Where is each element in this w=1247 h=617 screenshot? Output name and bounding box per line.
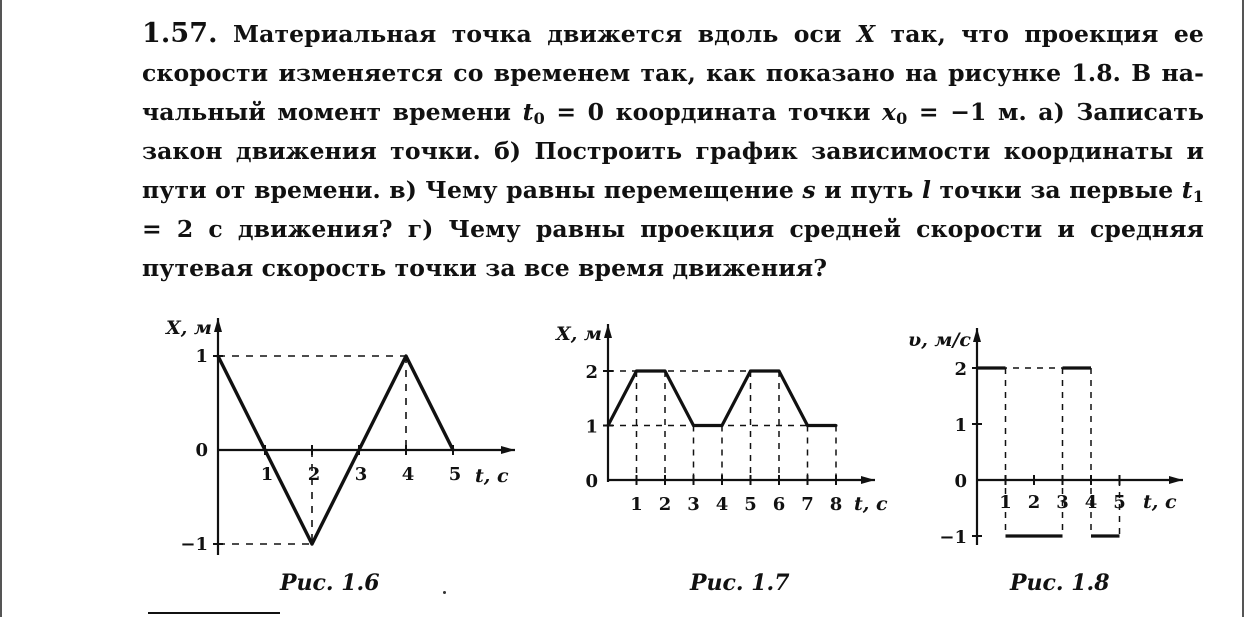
fig17-data-point	[721, 424, 724, 427]
fig17-data-point	[692, 424, 695, 427]
page-frame-right	[1242, 0, 1244, 617]
fig18-y-tick-label: 2	[954, 359, 967, 380]
problem-line1-post: так, что проекция ее	[875, 20, 1204, 48]
problem-line7: путевая скорость точки за все время движения?	[142, 254, 828, 282]
fig17-x-axis-arrow	[861, 476, 875, 484]
fig18-y-tick-label: 1	[954, 415, 967, 436]
fig17-y-tick-label: 0	[585, 471, 598, 492]
fig17-series-line	[608, 371, 836, 426]
axis-symbol-x: X	[856, 20, 876, 48]
figure-1-8	[885, 320, 1195, 550]
problem-number: 1.57.	[142, 18, 218, 49]
fig17-y-tick-label: 1	[585, 416, 598, 438]
fig18-y-axis-arrow	[973, 328, 981, 342]
fig17-data-point	[778, 370, 781, 373]
fig18-y-tick-label: −1	[939, 527, 967, 548]
problem-line3-pre: чальный момент времени	[142, 98, 523, 126]
fig16-data-point	[311, 543, 314, 546]
fig17-x-tick-label: 6	[772, 494, 786, 515]
fig18-x-tick-label: 1	[999, 492, 1012, 513]
fig17-x-tick-label: 2	[658, 494, 672, 515]
fig18-x-axis-arrow	[1169, 476, 1183, 484]
caption-fig-1-6: Рис. 1.6	[280, 570, 380, 596]
caption-fig-1-8: Рис. 1.8	[1010, 570, 1110, 596]
problem-line2: скорости изменяется со временем так, как показано на рисунке 1.8. В на-	[142, 59, 1204, 87]
fig18-y-tick-label: 0	[954, 471, 967, 492]
fig17-x-tick-label: 1	[630, 494, 643, 515]
fig16-x-tick-label: 5	[448, 464, 462, 485]
fig16-x-tick-label: 1	[260, 464, 274, 485]
fig17-data-point	[607, 424, 610, 427]
fig18-x-tick-label: 3	[1056, 492, 1069, 513]
fig18-ylabel: υ, м/с	[908, 329, 971, 351]
problem-line6-post: = 2 с движения? г) Чему равны проекция средней скорости и средняя	[142, 215, 1204, 243]
fig17-x-tick-label: 4	[715, 494, 729, 515]
fig17-x-tick-label: 7	[801, 494, 814, 515]
problem-line5-mid: и путь	[815, 176, 922, 204]
symbol-x0: x	[882, 98, 897, 126]
symbol-t0: t	[522, 98, 534, 126]
fig18-xlabel: t, с	[1143, 491, 1177, 513]
fig16-x-tick-label: 4	[401, 464, 415, 485]
fig18-x-tick-label: 4	[1084, 492, 1098, 513]
fig16-data-point	[452, 449, 455, 452]
problem-text	[142, 14, 1204, 288]
fig16-y-tick-label: 1	[195, 346, 208, 367]
problem-line5-post: точки за первые	[930, 176, 1174, 204]
fig17-data-point	[806, 424, 809, 427]
problem-line1-pre: Материальная точка движется вдоль оси	[233, 20, 857, 48]
problem-x0-value: = −1 м. а) Записать	[907, 98, 1204, 126]
fig17-y-tick-label: 2	[585, 362, 598, 383]
fig17-data-point	[664, 370, 667, 373]
fig18-x-tick-label: 5	[1113, 492, 1126, 513]
symbol-l: l	[921, 176, 931, 204]
fig16-ylabel: X, м	[165, 317, 212, 339]
fig17-y-axis-arrow	[604, 324, 612, 338]
fig16-y-tick-label: 0	[195, 440, 208, 461]
fig16-x-tick-label: 3	[354, 464, 368, 485]
caption-fig-1-7: Рис. 1.7	[690, 570, 790, 596]
symbol-s: s	[802, 176, 816, 204]
subscript-t1: 1	[1192, 187, 1204, 206]
symbol-t1: t	[1181, 176, 1193, 204]
figure-1-6	[140, 310, 530, 565]
fig16-data-point	[217, 355, 220, 358]
fig17-data-point	[635, 370, 638, 373]
fig17-x-tick-label: 8	[829, 494, 843, 515]
fig16-x-tick-label: 2	[307, 464, 321, 485]
fig16-x-axis-arrow	[501, 446, 515, 454]
fig17-ylabel: X, м	[555, 323, 602, 345]
subscript-x0: 0	[896, 109, 908, 128]
fig16-y-tick-label: −1	[180, 534, 208, 555]
fig16-y-axis-arrow	[214, 318, 222, 332]
footnote-rule	[148, 612, 280, 614]
figure-1-7-svg	[530, 316, 900, 521]
fig17-data-point	[835, 424, 838, 427]
fig17-xlabel: t, с	[854, 493, 888, 515]
subscript-t0: 0	[533, 109, 545, 128]
problem-line5-pre: пути от времени. в) Чему равны перемещение	[142, 176, 803, 204]
figure-1-6-svg	[140, 310, 530, 565]
fig16-xlabel: t, с	[475, 465, 509, 487]
fig17-x-tick-label: 3	[687, 494, 700, 515]
fig17-x-tick-label: 5	[744, 494, 757, 515]
fig16-data-point	[405, 355, 408, 358]
figure-1-8-svg	[885, 320, 1195, 550]
problem-line4: закон движения точки. б) Построить график зависимости координаты и	[142, 137, 1204, 165]
fig18-x-tick-label: 2	[1027, 492, 1041, 513]
stray-dot	[443, 591, 446, 594]
figure-1-7	[530, 316, 900, 521]
problem-t0-value: = 0 координата точки	[544, 98, 883, 126]
fig17-data-point	[749, 370, 752, 373]
page-frame-left	[0, 0, 2, 617]
